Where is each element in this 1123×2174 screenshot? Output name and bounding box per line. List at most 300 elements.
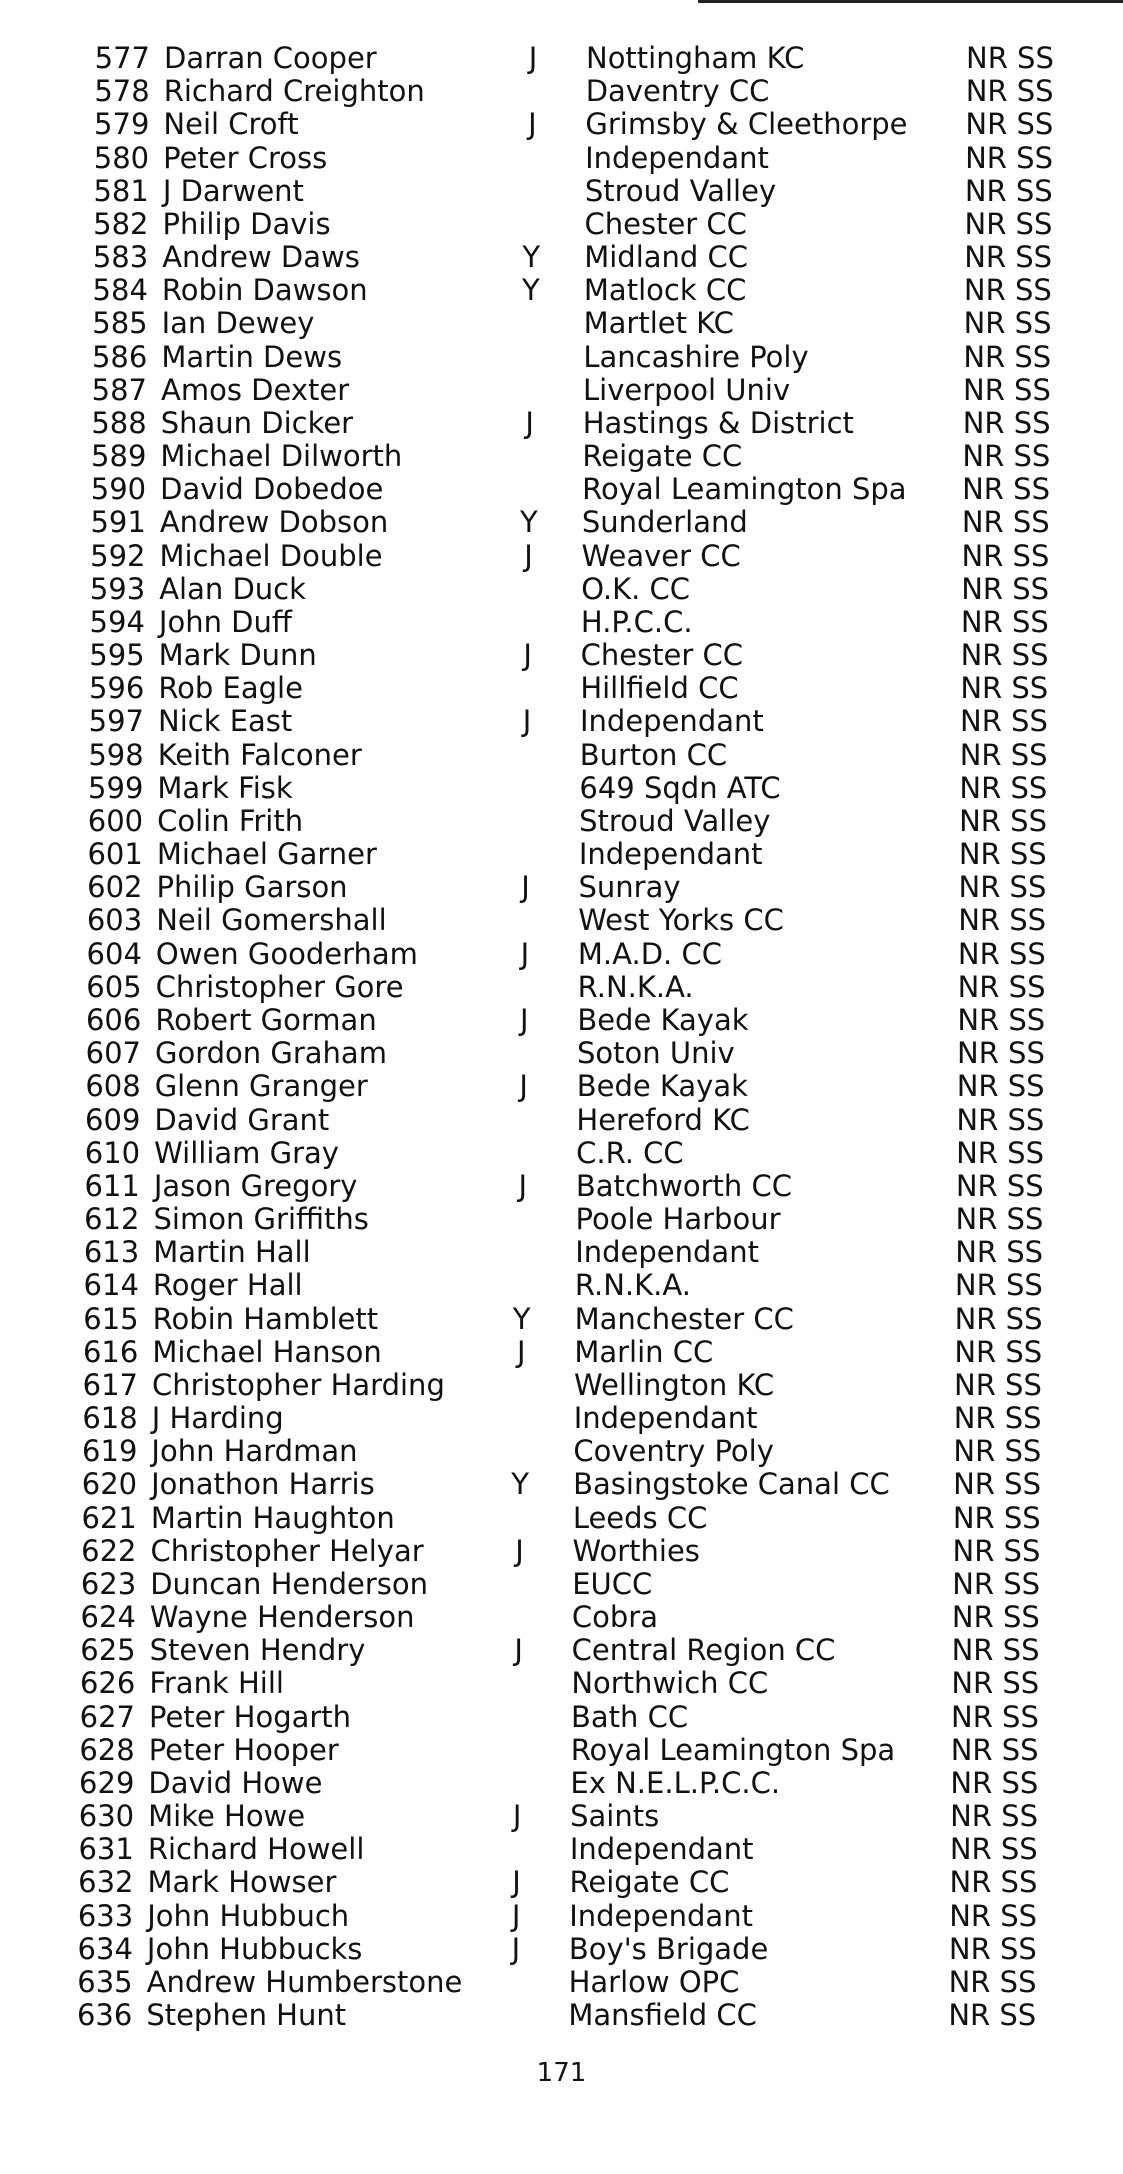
competitor-name: David Dobedoe bbox=[160, 472, 384, 507]
entry-row bbox=[32, 1866, 1062, 1899]
entry-number: 595 bbox=[89, 638, 145, 673]
entry-row bbox=[45, 407, 1075, 440]
class-code: NR SS bbox=[961, 505, 1050, 540]
club-name: R.N.K.A. bbox=[577, 969, 694, 1004]
entry-number: 636 bbox=[76, 1998, 133, 2033]
class-code: NR SS bbox=[955, 1235, 1044, 1270]
entry-row bbox=[34, 1601, 1064, 1634]
entry-row bbox=[37, 1236, 1067, 1269]
club-name: Manchester CC bbox=[574, 1301, 794, 1336]
entry-number: 589 bbox=[91, 439, 147, 474]
entry-row bbox=[42, 705, 1072, 738]
entry-number: 597 bbox=[88, 704, 144, 739]
entry-row bbox=[44, 506, 1074, 539]
competitor-name: Michael Hanson bbox=[152, 1334, 382, 1369]
competitor-name: Steven Hendry bbox=[149, 1633, 366, 1668]
age-category: J bbox=[523, 638, 532, 673]
class-code: NR SS bbox=[954, 1334, 1043, 1369]
class-code: NR SS bbox=[964, 240, 1053, 275]
entry-number: 607 bbox=[85, 1036, 141, 1071]
competitor-name: Owen Gooderham bbox=[155, 936, 418, 971]
entry-row bbox=[40, 938, 1070, 971]
entry-row bbox=[48, 75, 1078, 108]
class-code: NR SS bbox=[965, 140, 1053, 175]
entry-number: 591 bbox=[90, 505, 146, 540]
entry-number: 610 bbox=[84, 1135, 141, 1170]
competitor-name: John Hubbucks bbox=[146, 1931, 363, 1966]
class-code: NR SS bbox=[954, 1301, 1043, 1336]
entry-row bbox=[40, 904, 1070, 937]
class-code: NR SS bbox=[951, 1600, 1040, 1635]
class-code: NR SS bbox=[953, 1434, 1042, 1469]
class-code: NR SS bbox=[948, 1931, 1037, 1966]
class-code: NR SS bbox=[963, 372, 1051, 407]
age-category: J bbox=[518, 1168, 528, 1203]
class-code: NR SS bbox=[960, 704, 1048, 739]
club-name: Leeds CC bbox=[572, 1500, 708, 1535]
entry-number: 577 bbox=[94, 41, 150, 75]
entry-row bbox=[43, 573, 1073, 606]
entry-number: 598 bbox=[88, 737, 144, 772]
entry-row bbox=[45, 341, 1075, 374]
class-code: NR SS bbox=[959, 737, 1048, 772]
club-name: Matlock CC bbox=[583, 273, 747, 308]
club-name: Mansfield CC bbox=[568, 1998, 757, 2033]
page-number: 171 bbox=[536, 2058, 587, 2088]
entry-number: 582 bbox=[93, 206, 149, 241]
entry-row bbox=[37, 1269, 1067, 1302]
competitor-name: Michael Double bbox=[159, 538, 383, 573]
club-name: Independant bbox=[573, 1401, 758, 1436]
competitor-name: Neil Gomershall bbox=[156, 903, 387, 938]
competitor-name: Richard Howell bbox=[147, 1832, 365, 1867]
competitor-name: Darran Cooper bbox=[164, 41, 377, 75]
entry-number: 609 bbox=[85, 1102, 141, 1137]
club-name: Burton CC bbox=[579, 737, 728, 772]
class-code: NR SS bbox=[962, 439, 1051, 474]
entry-row bbox=[42, 739, 1072, 772]
entry-row bbox=[47, 208, 1077, 241]
competitor-name: Martin Haughton bbox=[150, 1500, 395, 1535]
entry-row bbox=[38, 1203, 1068, 1236]
club-name: Harlow OPC bbox=[568, 1964, 740, 1999]
entry-number: 590 bbox=[90, 472, 147, 507]
competitor-name: Peter Hogarth bbox=[149, 1699, 352, 1734]
club-name: Reigate CC bbox=[582, 439, 743, 474]
entry-number: 584 bbox=[92, 273, 148, 308]
competitor-name: Martin Hall bbox=[153, 1235, 311, 1270]
club-name: Soton Univ bbox=[577, 1036, 735, 1071]
competitor-name: David Howe bbox=[148, 1765, 323, 1800]
competitor-name: Rob Eagle bbox=[158, 671, 303, 706]
age-category: J bbox=[528, 107, 537, 142]
competitor-name: Michael Garner bbox=[156, 837, 377, 872]
competitor-name: Philip Davis bbox=[162, 206, 331, 241]
entry-row bbox=[44, 440, 1074, 473]
entry-number: 585 bbox=[92, 306, 148, 341]
entry-number: 594 bbox=[89, 604, 145, 639]
entry-number: 627 bbox=[79, 1699, 135, 1734]
age-category: J bbox=[515, 1533, 524, 1568]
class-code: NR SS bbox=[951, 1633, 1040, 1668]
club-name: Nottingham KC bbox=[586, 41, 805, 75]
competitor-name: Christopher Harding bbox=[152, 1367, 445, 1402]
entry-row bbox=[34, 1568, 1064, 1601]
entry-row bbox=[46, 307, 1076, 340]
entry-row bbox=[32, 1833, 1062, 1866]
club-name: Midland CC bbox=[584, 240, 749, 275]
class-code: NR SS bbox=[965, 107, 1054, 142]
entry-number: 604 bbox=[86, 936, 142, 971]
class-code: NR SS bbox=[949, 1898, 1038, 1933]
competitor-name: Andrew Dobson bbox=[159, 505, 389, 540]
club-name: Stroud Valley bbox=[584, 173, 777, 208]
entry-number: 579 bbox=[94, 107, 150, 142]
club-name: Poole Harbour bbox=[575, 1202, 781, 1237]
entry-number: 635 bbox=[77, 1964, 133, 1999]
age-category: J bbox=[520, 936, 530, 971]
entry-row bbox=[45, 374, 1075, 407]
class-code: NR SS bbox=[962, 405, 1051, 440]
club-name: Bede Kayak bbox=[576, 1069, 748, 1104]
entry-number: 599 bbox=[88, 770, 144, 805]
class-code: NR SS bbox=[960, 671, 1049, 706]
competitor-name: Roger Hall bbox=[152, 1268, 303, 1303]
club-name: Hastings & District bbox=[582, 405, 854, 440]
class-code: NR SS bbox=[960, 638, 1049, 673]
entry-row bbox=[31, 1966, 1061, 1999]
entry-number: 629 bbox=[79, 1765, 135, 1800]
club-name: Sunray bbox=[578, 870, 681, 905]
class-code: NR SS bbox=[962, 472, 1050, 507]
age-category: J bbox=[522, 704, 532, 739]
competitor-name: Mark Fisk bbox=[157, 770, 293, 805]
entry-number: 596 bbox=[88, 671, 145, 706]
entry-number: 618 bbox=[82, 1401, 138, 1436]
class-code: NR SS bbox=[961, 538, 1050, 573]
class-code: NR SS bbox=[951, 1699, 1039, 1734]
competitor-name: Mike Howe bbox=[148, 1799, 306, 1834]
age-category: J bbox=[511, 1931, 521, 1966]
club-name: Royal Leamington Spa bbox=[570, 1732, 896, 1767]
entry-number: 617 bbox=[82, 1367, 138, 1402]
entry-row bbox=[41, 838, 1071, 871]
class-code: NR SS bbox=[950, 1799, 1038, 1834]
class-code: NR SS bbox=[952, 1533, 1041, 1568]
entry-number: 606 bbox=[85, 1002, 142, 1037]
competitor-name: Mark Dunn bbox=[158, 638, 317, 673]
class-code: NR SS bbox=[951, 1666, 1040, 1701]
competitor-name: Andrew Daws bbox=[162, 240, 360, 275]
class-code: NR SS bbox=[961, 571, 1050, 606]
class-code: NR SS bbox=[949, 1865, 1038, 1900]
entry-number: 593 bbox=[89, 571, 146, 606]
class-code: NR SS bbox=[965, 74, 1054, 109]
competitor-name: John Hardman bbox=[151, 1434, 358, 1469]
club-name: Batchworth CC bbox=[575, 1168, 793, 1203]
competitor-name: John Duff bbox=[158, 604, 292, 639]
club-name: Ex N.E.L.P.C.C. bbox=[570, 1765, 781, 1800]
competitor-name: Christopher Gore bbox=[155, 969, 404, 1004]
class-code: NR SS bbox=[956, 1069, 1045, 1104]
club-name: West Yorks CC bbox=[578, 903, 784, 938]
class-code: NR SS bbox=[952, 1566, 1041, 1601]
club-name: Grimsby & Cleethorpe bbox=[585, 107, 908, 142]
competitor-name: Peter Cross bbox=[163, 140, 328, 175]
entry-number: 612 bbox=[84, 1202, 140, 1237]
entry-row bbox=[36, 1369, 1066, 1402]
class-code: NR SS bbox=[948, 1964, 1037, 1999]
class-code: NR SS bbox=[958, 903, 1047, 938]
entry-number: 630 bbox=[78, 1799, 135, 1834]
entry-number: 578 bbox=[94, 74, 150, 109]
age-category: J bbox=[519, 1069, 528, 1104]
entry-number: 602 bbox=[87, 870, 143, 905]
competitor-name: Mark Howser bbox=[147, 1865, 337, 1900]
entry-row bbox=[38, 1170, 1068, 1203]
class-code: NR SS bbox=[949, 1832, 1038, 1867]
club-name: EUCC bbox=[572, 1566, 653, 1601]
club-name: Stroud Valley bbox=[579, 803, 771, 838]
class-code: NR SS bbox=[963, 306, 1052, 341]
class-code: NR SS bbox=[957, 969, 1046, 1004]
class-code: NR SS bbox=[958, 837, 1047, 872]
class-code: NR SS bbox=[953, 1467, 1041, 1502]
competitor-name: Peter Hooper bbox=[148, 1732, 339, 1767]
competitor-name: Robin Dawson bbox=[161, 273, 368, 308]
competitor-name: J Darwent bbox=[162, 173, 304, 208]
class-code: NR SS bbox=[954, 1268, 1043, 1303]
class-code: NR SS bbox=[948, 1998, 1037, 2033]
class-code: NR SS bbox=[959, 803, 1047, 838]
entry-row bbox=[39, 1070, 1069, 1103]
club-name: Coventry Poly bbox=[573, 1434, 774, 1469]
entry-row bbox=[31, 1933, 1061, 1966]
entry-row bbox=[43, 606, 1073, 639]
entry-number: 603 bbox=[86, 903, 143, 938]
age-category: Y bbox=[512, 1301, 531, 1336]
competitor-name: Frank Hill bbox=[149, 1666, 284, 1701]
entry-row bbox=[39, 1004, 1069, 1037]
class-code: NR SS bbox=[960, 604, 1049, 639]
entry-number: 588 bbox=[91, 405, 147, 440]
age-category: J bbox=[521, 870, 530, 905]
age-category: J bbox=[528, 41, 538, 75]
club-name: Independant bbox=[569, 1898, 753, 1933]
class-code: NR SS bbox=[952, 1500, 1041, 1535]
entry-row bbox=[38, 1104, 1068, 1137]
competitor-name: Philip Garson bbox=[156, 870, 348, 905]
entry-number: 621 bbox=[81, 1500, 137, 1535]
entry-number: 587 bbox=[91, 372, 147, 407]
club-name: Bath CC bbox=[571, 1699, 689, 1734]
entry-number: 600 bbox=[87, 803, 144, 838]
club-name: Marlin CC bbox=[574, 1334, 714, 1369]
top-rule bbox=[698, 0, 1123, 3]
entry-number: 634 bbox=[77, 1931, 133, 1966]
club-name: Reigate CC bbox=[569, 1865, 730, 1900]
entry-row bbox=[35, 1535, 1065, 1568]
entry-row bbox=[41, 871, 1071, 904]
competitor-name: Robin Hamblett bbox=[152, 1301, 379, 1336]
entry-number: 611 bbox=[84, 1168, 140, 1203]
entry-row bbox=[35, 1468, 1065, 1501]
club-name: Royal Leamington Spa bbox=[582, 472, 907, 507]
club-name: Sunderland bbox=[581, 505, 748, 540]
competitor-name: Robert Gorman bbox=[155, 1002, 377, 1037]
entry-number: 622 bbox=[81, 1533, 137, 1568]
age-category: J bbox=[514, 1633, 523, 1668]
competitor-name: Colin Frith bbox=[157, 803, 304, 838]
competitor-name: William Gray bbox=[154, 1135, 339, 1170]
competitor-name: Jonathon Harris bbox=[151, 1467, 375, 1502]
entry-row bbox=[33, 1734, 1063, 1767]
entry-row bbox=[44, 540, 1074, 573]
entry-row bbox=[40, 971, 1070, 1004]
club-name: Saints bbox=[570, 1799, 660, 1834]
competitor-name: Keith Falconer bbox=[157, 737, 362, 772]
entry-number: 614 bbox=[83, 1268, 139, 1303]
entry-row bbox=[48, 42, 1078, 75]
class-code: NR SS bbox=[955, 1168, 1044, 1203]
entry-number: 592 bbox=[90, 538, 146, 573]
competitor-name: Wayne Henderson bbox=[149, 1600, 415, 1635]
class-code: NR SS bbox=[957, 936, 1046, 971]
club-name: Weaver CC bbox=[581, 538, 741, 573]
age-category: Y bbox=[522, 240, 541, 275]
entry-number: 601 bbox=[87, 837, 143, 872]
club-name: Cobra bbox=[571, 1600, 658, 1635]
club-name: O.K. CC bbox=[581, 571, 691, 606]
age-category: J bbox=[525, 405, 534, 440]
entry-number: 583 bbox=[92, 240, 149, 275]
entry-row bbox=[30, 1999, 1060, 2032]
entry-number: 616 bbox=[82, 1334, 139, 1369]
competitor-name: Simon Griffiths bbox=[153, 1202, 369, 1237]
class-code: NR SS bbox=[964, 206, 1053, 241]
class-code: NR SS bbox=[963, 339, 1052, 374]
entry-number: 581 bbox=[93, 173, 149, 208]
entry-row bbox=[34, 1634, 1064, 1667]
entry-row bbox=[46, 274, 1076, 307]
entry-row bbox=[32, 1767, 1062, 1800]
club-name: Wellington KC bbox=[574, 1367, 775, 1402]
competitor-name: Christopher Helyar bbox=[150, 1533, 424, 1568]
club-name: Hereford KC bbox=[576, 1102, 750, 1137]
age-category: J bbox=[511, 1898, 521, 1933]
club-name: H.P.C.C. bbox=[580, 604, 693, 639]
class-code: NR SS bbox=[966, 41, 1054, 75]
competitor-name: Duncan Henderson bbox=[150, 1566, 429, 1601]
club-name: Liverpool Univ bbox=[583, 372, 791, 407]
club-name: Lancashire Poly bbox=[583, 339, 809, 374]
club-name: Boy's Brigade bbox=[568, 1931, 769, 1966]
entry-number: 619 bbox=[82, 1434, 138, 1469]
competitor-name: Jason Gregory bbox=[153, 1168, 358, 1203]
entry-row bbox=[35, 1502, 1065, 1535]
club-name: Central Region CC bbox=[571, 1633, 836, 1668]
entry-row bbox=[37, 1303, 1067, 1336]
entry-number: 586 bbox=[91, 339, 148, 374]
entry-row bbox=[41, 772, 1071, 805]
club-name: Independant bbox=[580, 704, 764, 739]
competitor-name: Nick East bbox=[158, 704, 293, 739]
club-name: Martlet KC bbox=[583, 306, 734, 341]
age-category: J bbox=[517, 1334, 526, 1369]
club-name: Independant bbox=[575, 1235, 759, 1270]
class-code: NR SS bbox=[953, 1401, 1042, 1436]
competitor-name: Alan Duck bbox=[159, 571, 306, 606]
competitor-name: Amos Dexter bbox=[161, 372, 350, 407]
entry-row bbox=[46, 241, 1076, 274]
age-category: Y bbox=[519, 505, 538, 540]
club-name: Worthies bbox=[572, 1533, 700, 1568]
competitor-name: Andrew Humberstone bbox=[146, 1964, 463, 1999]
club-name: Chester CC bbox=[584, 206, 747, 241]
competitor-name: Martin Dews bbox=[161, 339, 343, 374]
entry-row bbox=[47, 142, 1077, 175]
age-category: J bbox=[512, 1865, 521, 1900]
entry-number: 625 bbox=[80, 1633, 136, 1668]
entry-number: 615 bbox=[83, 1301, 139, 1336]
competitor-name: Shaun Dicker bbox=[160, 405, 354, 440]
entry-row bbox=[31, 1900, 1061, 1933]
entry-number: 628 bbox=[79, 1732, 135, 1767]
class-code: NR SS bbox=[954, 1367, 1042, 1402]
class-code: NR SS bbox=[958, 870, 1047, 905]
competitor-name: Michael Dilworth bbox=[160, 439, 403, 474]
club-name: Chester CC bbox=[580, 638, 744, 673]
entry-row bbox=[33, 1701, 1063, 1734]
club-name: Northwich CC bbox=[571, 1666, 769, 1701]
entry-number: 620 bbox=[81, 1467, 138, 1502]
competitor-name: Neil Croft bbox=[163, 107, 299, 142]
entry-number: 580 bbox=[93, 140, 150, 175]
club-name: Daventry CC bbox=[585, 74, 770, 109]
entry-list bbox=[48, 42, 1078, 2032]
age-category: J bbox=[524, 538, 533, 573]
competitor-name: Ian Dewey bbox=[161, 306, 315, 341]
club-name: Basingstoke Canal CC bbox=[573, 1467, 890, 1502]
entry-row bbox=[47, 108, 1077, 141]
entry-number: 613 bbox=[83, 1235, 140, 1270]
entry-number: 624 bbox=[80, 1600, 136, 1635]
entry-row bbox=[32, 1800, 1062, 1833]
class-code: NR SS bbox=[955, 1202, 1044, 1237]
entry-number: 608 bbox=[85, 1069, 141, 1104]
class-code: NR SS bbox=[959, 770, 1048, 805]
entry-row bbox=[41, 805, 1071, 838]
competitor-name: J Harding bbox=[151, 1401, 284, 1436]
class-code: NR SS bbox=[957, 1036, 1045, 1071]
club-name: Bede Kayak bbox=[577, 1002, 749, 1037]
class-code: NR SS bbox=[950, 1732, 1039, 1767]
competitor-name: John Hubbuch bbox=[147, 1898, 350, 1933]
competitor-name: Richard Creighton bbox=[163, 74, 425, 109]
competitor-name: David Grant bbox=[154, 1102, 330, 1137]
entry-number: 626 bbox=[79, 1666, 136, 1701]
entry-number: 631 bbox=[78, 1832, 134, 1867]
entry-row bbox=[47, 175, 1077, 208]
entry-row bbox=[36, 1336, 1066, 1369]
entry-row bbox=[42, 672, 1072, 705]
age-category: Y bbox=[522, 273, 540, 308]
club-name: R.N.K.A. bbox=[574, 1268, 691, 1303]
entry-row bbox=[36, 1402, 1066, 1435]
club-name: C.R. CC bbox=[576, 1135, 684, 1170]
age-category: J bbox=[512, 1799, 522, 1834]
club-name: Independant bbox=[569, 1832, 754, 1867]
